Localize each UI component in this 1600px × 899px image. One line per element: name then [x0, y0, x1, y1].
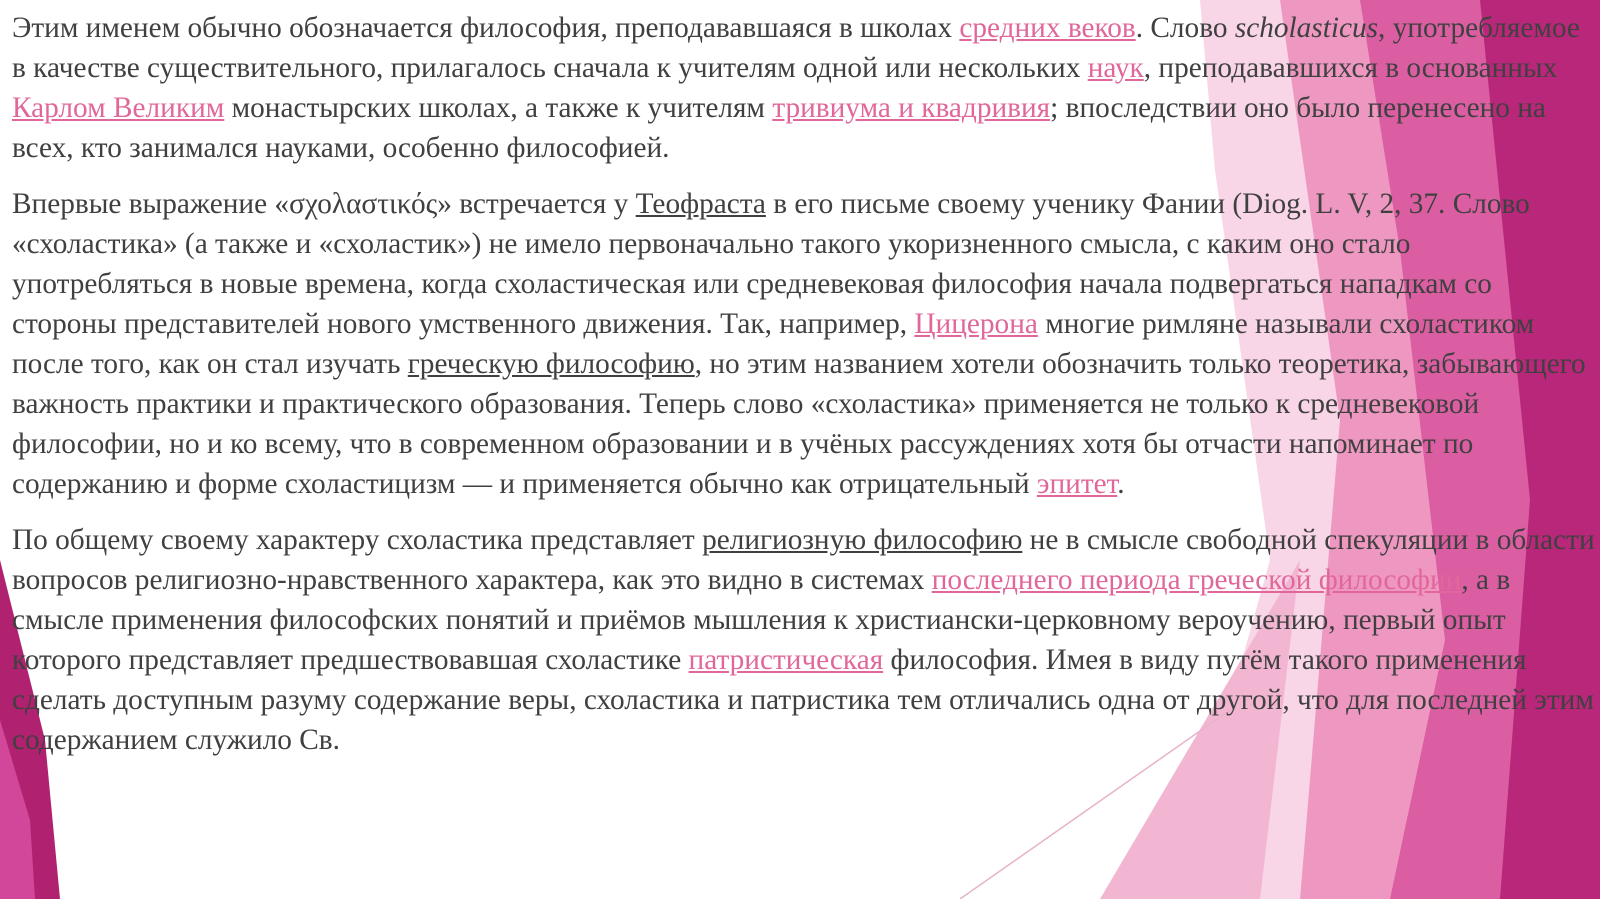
text-run: ; впоследствии оно было перенесено на всех, кто занимался науками, особенно философией. — [12, 92, 1546, 164]
text-run: . — [1117, 468, 1125, 500]
inline-link[interactable]: тривиума и квадривия — [772, 92, 1051, 124]
text-run: Этим именем обычно обозначается философия, преподававшаяся в школах — [12, 12, 960, 44]
inline-link[interactable]: греческую философию — [407, 348, 695, 380]
text-run: . Слово — [1135, 12, 1235, 44]
text-run: , употребляемое в качестве существительного, прилагалось сначала к учителям одной или нескольких — [12, 12, 1580, 84]
text-run: , преподававшихся в основанных — [1143, 52, 1558, 84]
inline-link[interactable]: Карлом Великим — [12, 92, 225, 124]
text-run: , а в смысле применения философских понятий и приёмов мышления к христиански-церковному вероучению, первый опыт которого представляет предшествовавшая схоластике — [12, 564, 1511, 676]
inline-link[interactable]: наук — [1087, 52, 1144, 84]
italic-term: scholasticus — [1234, 12, 1379, 44]
inline-link[interactable]: Цицерона — [914, 308, 1038, 340]
inline-link[interactable]: последнего периода греческой философии — [931, 564, 1462, 596]
inline-link[interactable]: средних веков — [959, 12, 1136, 44]
text-run: монастырских школах, а также к учителям — [224, 92, 773, 124]
paragraph — [12, 184, 1597, 504]
text-run: в его письме своему ученику Фании (Diog. L. V, 2, 37. Слово «схоластика» (а также и «схоластик») не имело первоначально такого укоризненного смысла, с каким оно стало употребляться в новые времена, когда схоластическая или средневековая философия начала подвергаться нападкам со стороны представителей нового умственного движения. Так, например, — [12, 188, 1530, 340]
inline-link[interactable]: патристическая — [688, 644, 884, 676]
paragraph — [12, 8, 1597, 168]
text-run: философия. Имея в виду путём такого применения сделать доступным разуму содержание веры, схоластика и патристика тем отличались одна от другой, что для последней этим содержанием служило Св. — [12, 644, 1594, 756]
article-text — [12, 8, 1597, 776]
text-run: многие римляне называли схоластиком после того, как он стал изучать — [12, 308, 1535, 380]
text-run: , но этим названием хотели обозначить только теоретика, забывающего важность практики и практического образования. Теперь слово «схоластика» применяется не только к средневековой философии, но и ко всему, что в современном образовании и в учёных рассуждениях хотя бы отчасти напоминает по содержанию и форме схоластицизм — и применяется обычно как отрицательный — [12, 348, 1586, 500]
text-run: По общему своему характеру схоластика представляет — [12, 524, 703, 556]
text-run: Впервые выражение «σχολαστικός» встречается у — [12, 188, 636, 220]
inline-link[interactable]: эпитет — [1036, 468, 1118, 500]
text-run: не в смысле свободной спекуляции в области вопросов религиозно-нравственного характера, как это видно в системах — [12, 524, 1595, 596]
inline-link[interactable]: Теофраста — [635, 188, 766, 220]
inline-link[interactable]: религиозную философию — [702, 524, 1023, 556]
paragraph — [12, 520, 1597, 760]
